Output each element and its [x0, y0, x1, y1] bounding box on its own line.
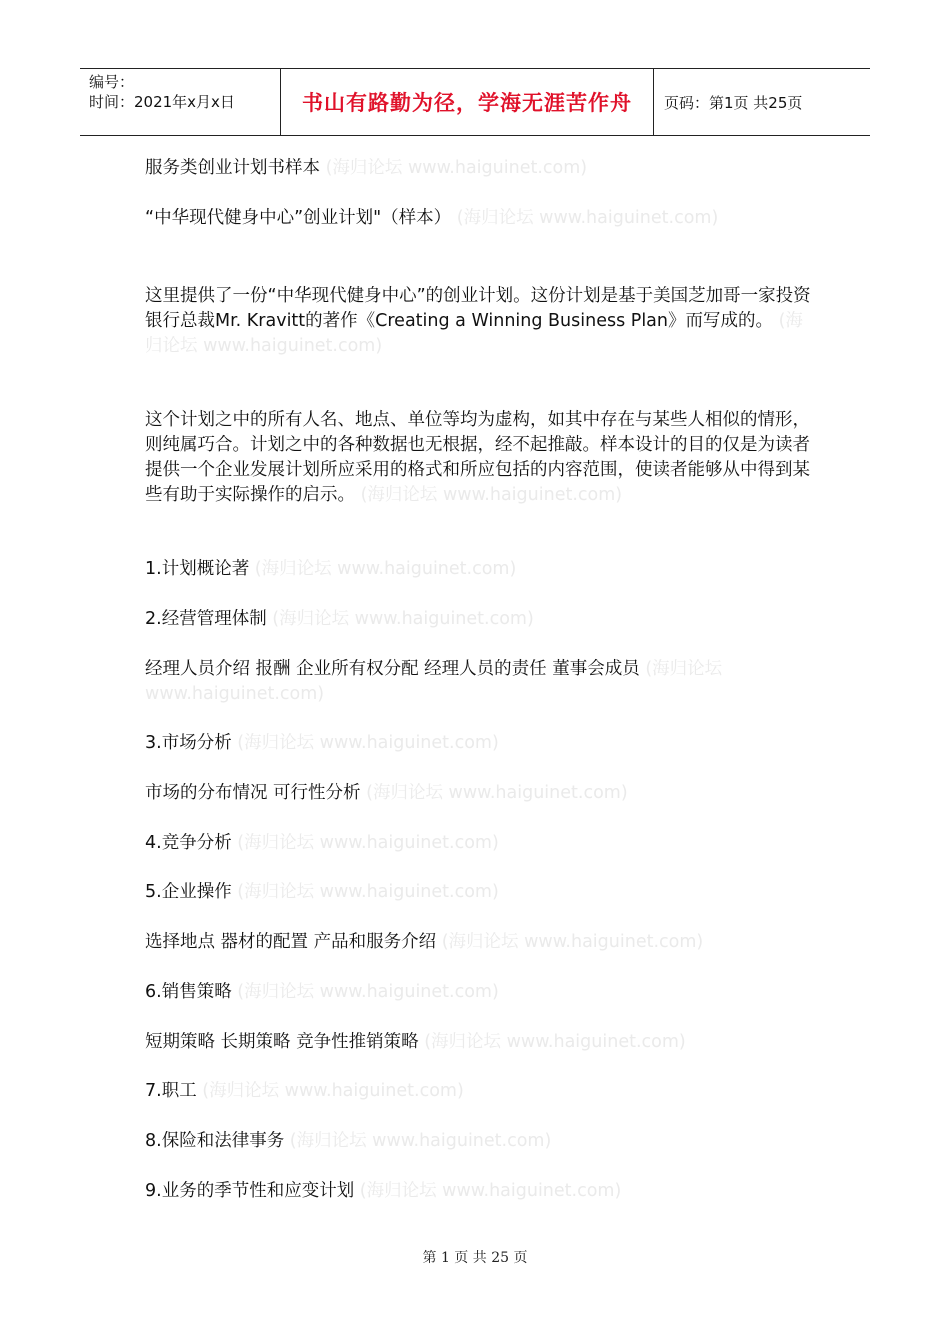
paragraph: [145, 156, 815, 181]
watermark-text: (海归论坛 www.haiguinet.com): [202, 1081, 464, 1101]
document-code-label: 编号：: [89, 73, 135, 91]
paragraph: [145, 980, 815, 1005]
paragraph: [145, 880, 815, 905]
paragraph: [145, 557, 815, 582]
paragraph-text: 1.计划概论著: [145, 559, 250, 579]
paragraph: [145, 284, 815, 359]
watermark-text: (海归论坛 www.haiguinet.com): [359, 1181, 622, 1201]
paragraph-text: 3.市场分析: [145, 733, 232, 753]
paragraph-text: 短期策略 长期策略 竞争性推销策略: [145, 1032, 419, 1052]
watermark-text: (海归论坛 www.haiguinet.com): [456, 208, 719, 228]
watermark-text: (海归论坛 www.haiguinet.com): [145, 311, 803, 356]
paragraph: [145, 657, 815, 707]
header-slogan: 书山有路勤为径，学海无涯苦作舟: [280, 69, 654, 135]
watermark-text: (海归论坛 www.haiguinet.com): [237, 882, 499, 902]
paragraph: [145, 930, 815, 955]
paragraph-text: 选择地点 器材的配置 产品和服务介绍: [145, 932, 437, 952]
paragraph: [145, 1179, 815, 1204]
paragraph: [145, 1030, 815, 1055]
paragraph-text: 8.保险和法律事务: [145, 1131, 285, 1151]
paragraph-text: 经理人员介绍 报酬 企业所有权分配 经理人员的责任 董事会成员: [145, 659, 640, 679]
paragraph-text: 服务类创业计划书样本: [145, 158, 320, 178]
watermark-text: (海归论坛 www.haiguinet.com): [254, 559, 517, 579]
watermark-text: (海归论坛 www.haiguinet.com): [441, 932, 704, 952]
document-time-label: 时间：2021年x月x日: [89, 93, 235, 111]
watermark-text: (海归论坛 www.haiguinet.com): [272, 609, 534, 629]
paragraph-text: 9.业务的季节性和应变计划: [145, 1181, 355, 1201]
page-header: [80, 68, 870, 136]
watermark-text: (海归论坛 www.haiguinet.com): [237, 833, 499, 853]
watermark-text: (海归论坛 www.haiguinet.com): [237, 733, 499, 753]
page-footer: 第 1 页 共 25 页: [422, 1250, 528, 1266]
paragraph: [145, 831, 815, 856]
paragraph: [145, 408, 815, 508]
watermark-text: (海归论坛 www.haiguinet.com): [424, 1032, 686, 1052]
paragraph-text: 2.经营管理体制: [145, 609, 267, 629]
paragraph-text: “中华现代健身中心”创业计划"（样本）: [145, 208, 452, 228]
paragraph-text: 这里提供了一份“中华现代健身中心”的创业计划。这份计划是基于美国芝加哥一家投资银行总裁Mr. Kravitt的著作《Creating a Winning Business Plan》而写成的。: [145, 286, 811, 331]
watermark-text: (海归论坛 www.haiguinet.com): [366, 783, 628, 803]
watermark-text: (海归论坛 www.haiguinet.com): [237, 982, 499, 1002]
paragraph: [145, 731, 815, 756]
paragraph-text: 7.职工: [145, 1081, 197, 1101]
paragraph-text: 6.销售策略: [145, 982, 232, 1002]
watermark-text: (海归论坛 www.haiguinet.com): [145, 659, 723, 704]
paragraph-text: 市场的分布情况 可行性分析: [145, 783, 361, 803]
paragraph: [145, 1129, 815, 1154]
paragraph: [145, 607, 815, 632]
header-page-info: 页码：第1页 共25页: [664, 93, 803, 112]
watermark-text: (海归论坛 www.haiguinet.com): [360, 485, 623, 505]
watermark-text: (海归论坛 www.haiguinet.com): [325, 158, 588, 178]
paragraph-text: 这个计划之中的所有人名、地点、单位等均为虚构，如其中存在与某些人相似的情形，则纯属巧合。计划之中的各种数据也无根据，经不起推敲。样本设计的目的仅是为读者提供一个企业发展计划所应采用的格式和所应包括的内容范围，使读者能够从中得到某些有助于实际操作的启示。: [145, 410, 810, 505]
paragraph: [145, 206, 815, 231]
header-meta: [80, 69, 280, 135]
paragraph: [145, 1079, 815, 1104]
watermark-text: (海归论坛 www.haiguinet.com): [289, 1131, 552, 1151]
paragraph-text: 4.竞争分析: [145, 833, 232, 853]
paragraph: [145, 781, 815, 806]
paragraph-text: 5.企业操作: [145, 882, 232, 902]
